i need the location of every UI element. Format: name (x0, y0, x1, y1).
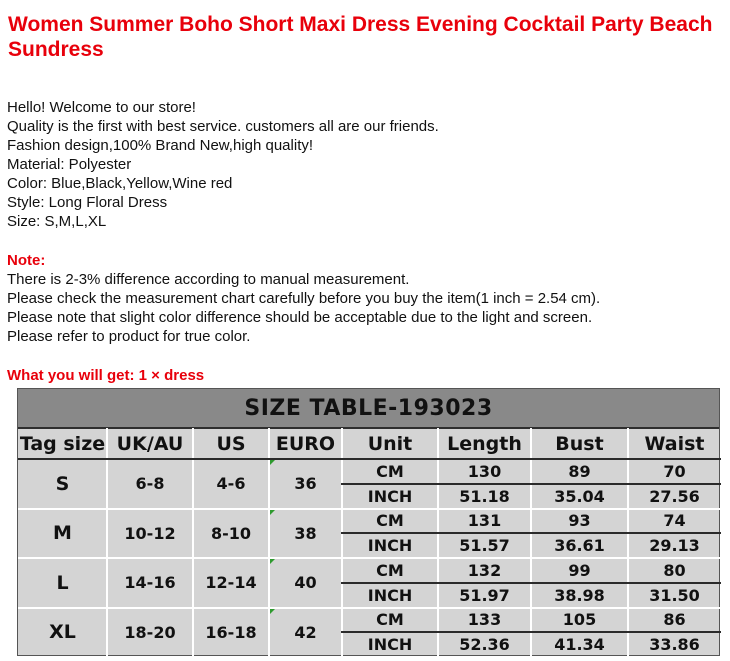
note-line: Please note that slight color difference should be acceptable due to the light and screen. (7, 309, 593, 326)
size-uk-au: 10-12 (124, 523, 176, 543)
length-cm: 131 (467, 511, 502, 531)
waist-cm: 80 (663, 560, 686, 580)
header-bust: Bust (555, 432, 604, 455)
bust-cm: 89 (568, 461, 591, 481)
unit-cm: CM (376, 511, 404, 531)
bust-inch: 35.04 (554, 486, 605, 506)
size-table (17, 388, 720, 656)
waist-inch: 31.50 (649, 585, 700, 605)
what-you-get: What you will get: 1 × dress (7, 367, 205, 384)
cell-marker-icon (270, 510, 275, 515)
bust-inch: 41.34 (554, 635, 605, 655)
intro-line: Quality is the first with best service. customers all are our friends. (7, 118, 439, 135)
size-us: 8-10 (210, 523, 252, 543)
bust-inch: 36.61 (554, 536, 605, 556)
header-tag-size: Tag size (19, 432, 106, 455)
length-inch: 52.36 (459, 635, 510, 655)
intro-line: Hello! Welcome to our store! (7, 99, 196, 116)
size-euro: 40 (294, 573, 317, 593)
note-line: Please check the measurement chart carefully before you buy the item(1 inch = 2.54 cm). (7, 290, 601, 307)
unit-inch: INCH (367, 536, 413, 556)
unit-cm: CM (376, 560, 404, 580)
size-uk-au: 6-8 (135, 474, 165, 494)
size-table-title: SIZE TABLE-193023 (18, 389, 719, 429)
length-cm: 133 (467, 610, 502, 630)
size-tag: M (53, 522, 72, 545)
product-title: Women Summer Boho Short Maxi Dress Evening Cocktail Party Beach Sundress (8, 13, 713, 61)
table-gridline (341, 483, 721, 485)
length-inch: 51.57 (459, 536, 510, 556)
size-us: 16-18 (205, 622, 257, 642)
length-cm: 132 (467, 560, 502, 580)
unit-inch: INCH (367, 486, 413, 506)
intro-line: Fashion design,100% Brand New,high quality! (7, 137, 314, 154)
cell-marker-icon (270, 609, 275, 614)
header-euro: EURO (275, 432, 336, 455)
unit-cm: CM (376, 461, 404, 481)
unit-inch: INCH (367, 585, 413, 605)
header-us: US (216, 432, 246, 455)
size-uk-au: 14-16 (124, 573, 176, 593)
header-unit: Unit (367, 432, 413, 455)
size-euro: 42 (294, 622, 317, 642)
table-gridline (341, 582, 721, 584)
waist-cm: 70 (663, 461, 686, 481)
header-length: Length (447, 432, 522, 455)
unit-inch: INCH (367, 635, 413, 655)
header-uk-au: UK/AU (116, 432, 184, 455)
size-tag: XL (49, 621, 76, 644)
size-us: 4-6 (216, 474, 246, 494)
size-euro: 38 (294, 523, 317, 543)
intro-text (7, 98, 727, 231)
waist-inch: 29.13 (649, 536, 700, 556)
size-uk-au: 18-20 (124, 622, 176, 642)
note-line: There is 2-3% difference according to manual measurement. (7, 271, 410, 288)
bust-cm: 105 (562, 610, 597, 630)
size-us: 12-14 (205, 573, 257, 593)
size-euro: 36 (294, 474, 317, 494)
bust-inch: 38.98 (554, 585, 605, 605)
note-text (7, 270, 727, 346)
cell-marker-icon (270, 559, 275, 564)
intro-line: Color: Blue,Black,Yellow,Wine red (7, 175, 233, 192)
length-inch: 51.97 (459, 585, 510, 605)
intro-line: Material: Polyester (7, 156, 132, 173)
cell-marker-icon (270, 460, 275, 465)
size-tag: L (56, 571, 69, 594)
note-line: Please refer to product for true color. (7, 328, 251, 345)
note-heading: Note: (7, 252, 46, 269)
header-waist: Waist (644, 432, 705, 455)
size-tag: S (55, 472, 70, 495)
bust-cm: 99 (568, 560, 591, 580)
waist-cm: 86 (663, 610, 686, 630)
table-gridline (341, 532, 721, 534)
bust-cm: 93 (568, 511, 591, 531)
waist-inch: 27.56 (649, 486, 700, 506)
unit-cm: CM (376, 610, 404, 630)
intro-line: Style: Long Floral Dress (7, 194, 168, 211)
waist-inch: 33.86 (649, 635, 700, 655)
waist-cm: 74 (663, 511, 686, 531)
table-gridline (341, 631, 721, 633)
length-cm: 130 (467, 461, 502, 481)
length-inch: 51.18 (459, 486, 510, 506)
intro-line: Size: S,M,L,XL (7, 213, 107, 230)
